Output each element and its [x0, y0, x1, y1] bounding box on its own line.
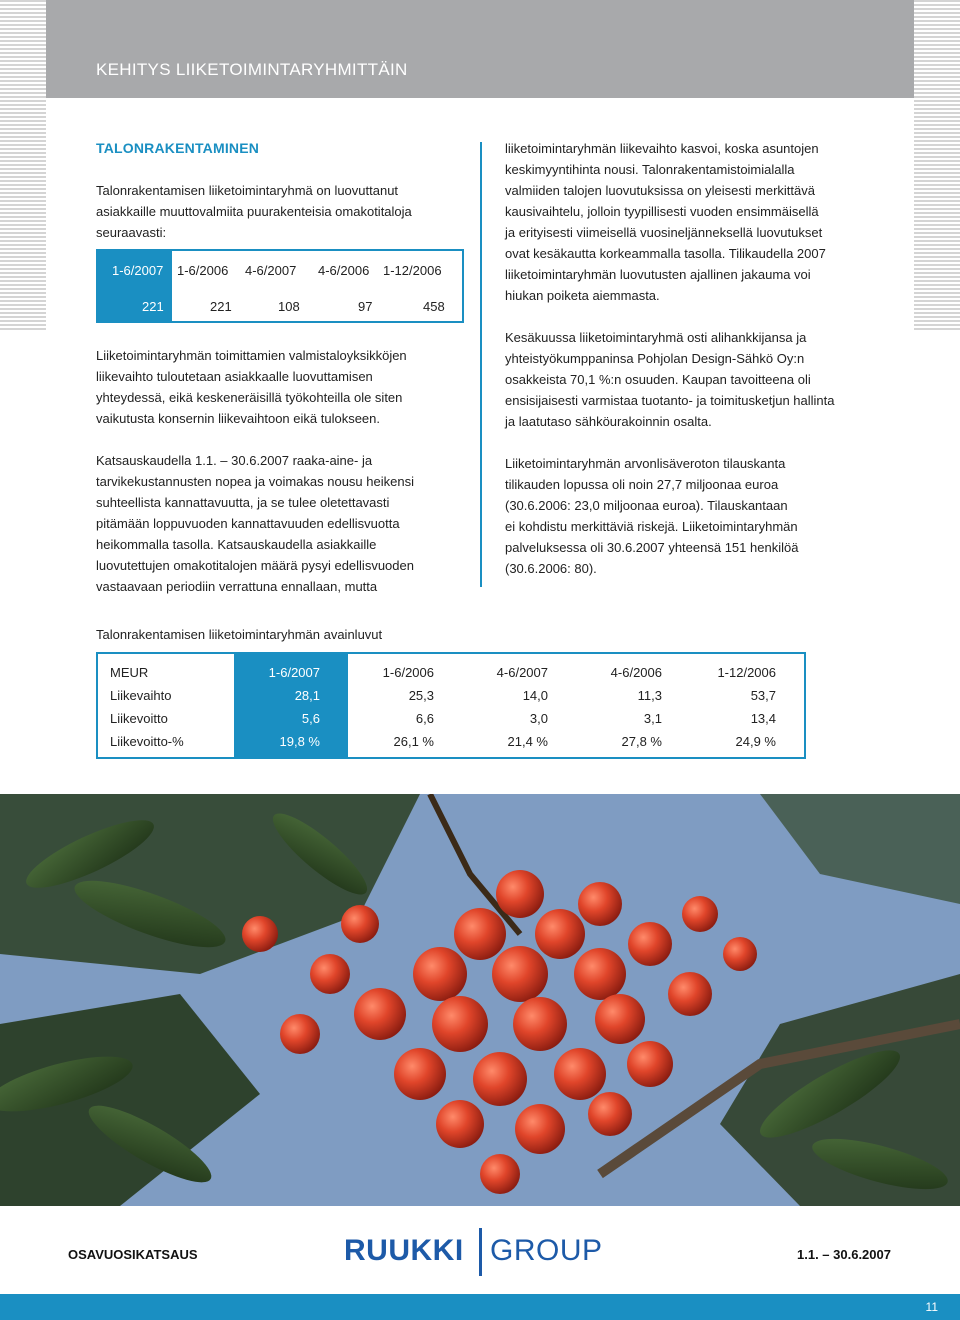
header-band — [46, 0, 914, 98]
table-cell: 21,4 % — [507, 734, 548, 749]
deliveries-table — [96, 249, 464, 323]
text-line: ensisijaisesti varmistaa tuotanto- ja toimitusketjun hallinta — [505, 393, 835, 408]
table-row-label: Liikevoitto-% — [110, 734, 184, 749]
deliveries-header-cell: 4-6/2007 — [245, 263, 297, 278]
text-line: vaikutusta konsernin liikevaihtoon eikä tulokseen. — [96, 411, 381, 426]
right-paragraph-2 — [505, 327, 835, 432]
text-line: seuraavasti: — [96, 225, 167, 240]
ruukki-group-logo — [344, 1228, 602, 1276]
table-cell: 24,9 % — [735, 734, 776, 749]
key-figures-caption: Talonrakentamisen liiketoimintaryhmän avainluvut — [96, 627, 383, 642]
deliveries-value-cell: 458 — [423, 299, 445, 314]
table-cell: 27,8 % — [621, 734, 662, 749]
text-line: Katsauskaudella 1.1. – 30.6.2007 raaka-aine- ja — [96, 453, 373, 468]
text-line: ja erityisesti viimeisellä vuosineljänneksellä luovutukset — [505, 225, 823, 240]
table-cell: 19,8 % — [279, 734, 320, 749]
page-number: 11 — [925, 1300, 938, 1314]
revenue-recognition-paragraph — [96, 345, 407, 429]
text-line: asiakkaille muuttovalmiita puurakenteisia omakotitaloja — [96, 204, 412, 219]
bottom-bar — [0, 1294, 960, 1320]
table-row-label: Liikevoitto — [110, 711, 168, 726]
text-line: palveluksessa oli 30.6.2007 yhteensä 151 henkilöä — [505, 540, 799, 555]
text-line: tarvikekustannusten nopea ja voimakas nousu heikensi — [96, 474, 414, 489]
text-line: valmiiden talojen luovutuksissa on yleisesti merkittävä — [505, 183, 815, 198]
text-line: (30.6.2006: 23,0 miljoonaa euroa). Tilauskantaan — [505, 498, 788, 513]
table-cell: 25,3 — [408, 688, 434, 703]
deliveries-header-cell: 1-6/2007 — [112, 263, 164, 278]
table-cell: 11,3 — [637, 688, 662, 703]
right-paragraph-3 — [505, 453, 798, 579]
text-line: Liiketoimintaryhmän toimittamien valmistaloyksikköjen — [96, 348, 407, 363]
logo-text-ruukki: RUUKKI — [344, 1234, 464, 1267]
deliveries-header-cell: 1-6/2006 — [177, 263, 229, 278]
key-figures-table — [96, 652, 806, 759]
text-line: Kesäkuussa liiketoimintaryhmä osti alihankkijansa ja — [505, 330, 807, 345]
table-cell: 14,0 — [522, 688, 548, 703]
deliveries-highlight-column — [98, 251, 172, 321]
table-cell: 13,4 — [750, 711, 776, 726]
table-header-cell: 1-6/2006 — [382, 665, 434, 680]
text-line: liikevaihto tuloutetaan asiakkaalle luovuttamisen — [96, 369, 373, 384]
text-line: liiketoimintaryhmän liikevaihto kasvoi, koska asuntojen — [505, 141, 819, 156]
text-line: ei kohdistu merkittäviä riskejä. Liiketoimintaryhmän — [505, 519, 798, 534]
footer-period: 1.1. – 30.6.2007 — [797, 1247, 891, 1262]
text-line: tilikauden lopussa oli noin 27,7 miljoonaa euroa — [505, 477, 779, 492]
table-header-cell: 4-6/2006 — [610, 665, 662, 680]
text-line: osakkeista 70,1 %:n osuuden. Kaupan tavoitteena oli — [505, 372, 811, 387]
text-line: pitämään loppuvuoden kannattavuuden edellisvuotta — [96, 516, 400, 531]
table-header-cell: 1-6/2007 — [268, 665, 320, 680]
text-line: (30.6.2006: 80). — [505, 561, 597, 576]
deliveries-value-cell: 97 — [358, 299, 373, 314]
text-line: hiukan poiketa aiemmasta. — [505, 288, 660, 303]
logo-text-group: GROUP — [490, 1234, 603, 1267]
left-edge-stripes — [0, 0, 46, 330]
deliveries-value-cell: 108 — [278, 299, 300, 314]
table-cell: 5,6 — [301, 711, 320, 726]
table-header-cell: 1-12/2006 — [717, 665, 776, 680]
page-title: KEHITYS LIIKETOIMINTARYHMITTÄIN — [96, 60, 408, 79]
text-line: vastaavaan periodiin verrattuna ennallaan, mutta — [96, 579, 378, 594]
text-line: yhteydessä, eikä keskeneräisillä työkohteilla ole siten — [96, 390, 403, 405]
rowan-berries-photo — [0, 794, 960, 1206]
table-cell: 3,1 — [643, 711, 662, 726]
text-line: yhteistyökumppaninsa Pohjolan Design-Sähkö Oy:n — [505, 351, 805, 366]
section-heading: TALONRAKENTAMINEN — [96, 140, 260, 156]
table-cell: 3,0 — [529, 711, 548, 726]
table-header-cell: 4-6/2007 — [496, 665, 548, 680]
text-line: luovutettujen omakotitalojen määrä pysyi edellisvuoden — [96, 558, 414, 573]
table-header-cell: MEUR — [110, 665, 149, 680]
table-cell: 28,1 — [294, 688, 320, 703]
text-line: suhteellista kannattavuutta, ja se tulee oletettavasti — [96, 495, 390, 510]
text-line: ovat kesäkautta korkeammalla tasolla. Tilikaudella 2007 — [505, 246, 826, 261]
right-paragraph-1 — [505, 138, 826, 306]
intro-paragraph — [96, 180, 412, 243]
table-cell: 53,7 — [750, 688, 776, 703]
text-line: Liiketoimintaryhmän arvonlisäveroton tilauskanta — [505, 456, 786, 471]
right-edge-stripes — [914, 0, 960, 330]
text-line: keskimyyntihinta nousi. Talonrakentamistoimialalla — [505, 162, 795, 177]
text-line: liiketoimintaryhmän luovutusten ajallinen jakauma voi — [505, 267, 811, 282]
table-cell: 26,1 % — [393, 734, 434, 749]
column-divider — [480, 142, 482, 587]
text-line: ja laatutaso sähköurakoinnin osalta. — [505, 414, 712, 429]
deliveries-value-cell: 221 — [142, 299, 164, 314]
text-line: kausivaihtelu, jolloin tyypillisesti vuoden ensimmäisellä — [505, 204, 819, 219]
text-line: Talonrakentamisen liiketoimintaryhmä on luovuttanut — [96, 183, 399, 198]
logo-separator — [479, 1228, 482, 1276]
deliveries-header-cell: 4-6/2006 — [318, 263, 370, 278]
text-line: heikommalla tasolla. Katsauskaudella asiakkaille — [96, 537, 377, 552]
deliveries-value-cell: 221 — [210, 299, 232, 314]
table-row-label: Liikevaihto — [110, 688, 172, 703]
table-cell: 6,6 — [415, 711, 434, 726]
period-paragraph — [96, 450, 414, 597]
deliveries-header-cell: 1-12/2006 — [383, 263, 442, 278]
footer-report-type: OSAVUOSIKATSAUS — [68, 1247, 198, 1262]
